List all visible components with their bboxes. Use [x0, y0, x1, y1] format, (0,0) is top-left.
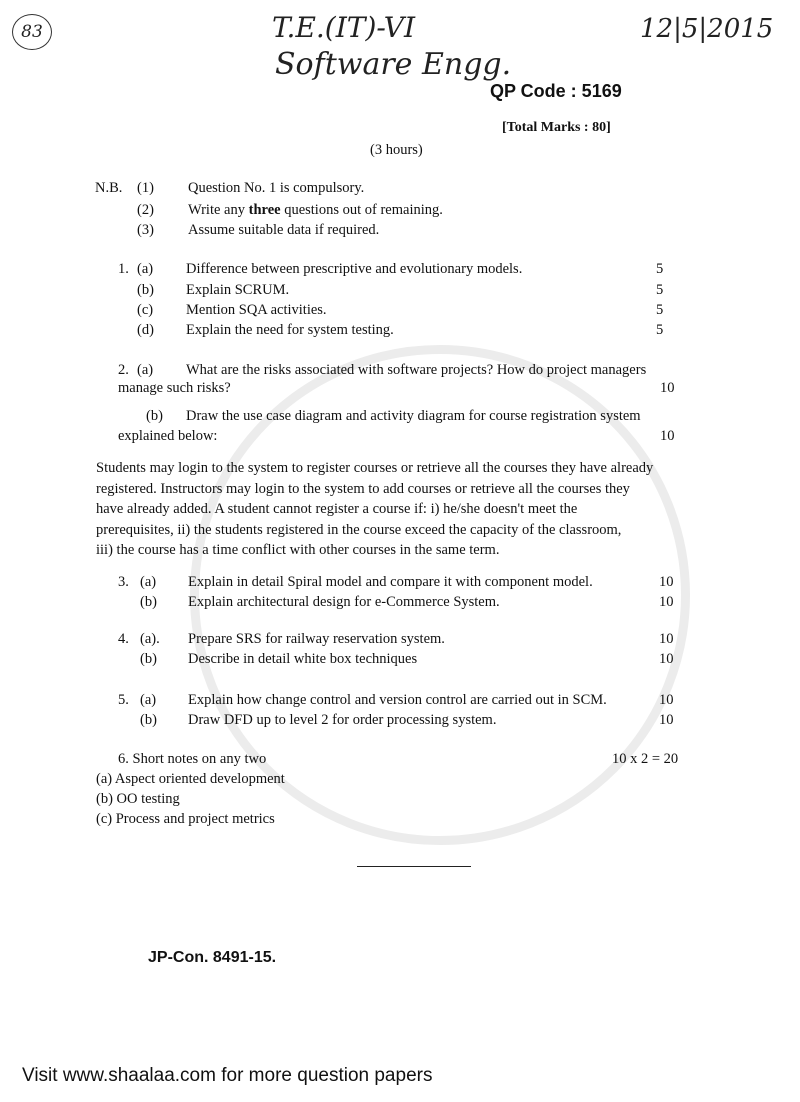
- part-label: (d): [137, 322, 154, 338]
- footer-link[interactable]: Visit www.shaalaa.com for more question papers: [22, 1065, 433, 1086]
- question-text: Draw DFD up to level 2 for order processing system.: [188, 712, 497, 728]
- part-label: (a): [140, 692, 157, 708]
- end-divider: [357, 866, 471, 867]
- paragraph-line: iii) the course has a time conflict with other courses in the same term.: [96, 542, 500, 558]
- marks: 5: [656, 282, 664, 298]
- instruction-text: Question No. 1 is compulsory.: [188, 180, 365, 196]
- question-text: What are the risks associated with software projects? How do project managers: [186, 362, 647, 378]
- question-text: Explain the need for system testing.: [186, 322, 394, 338]
- part-label: (b): [140, 594, 157, 610]
- question-text: manage such risks?: [118, 380, 231, 396]
- question-text: Draw the use case diagram and activity diagram for course registration system: [186, 408, 641, 424]
- marks: 10: [659, 651, 674, 667]
- question-number: 4.: [118, 631, 129, 647]
- qp-code: QP Code : 5169: [490, 81, 622, 101]
- marks: 5: [656, 322, 664, 338]
- question-text: Mention SQA activities.: [186, 302, 327, 318]
- circled-number: 83: [12, 14, 52, 50]
- question-text: Explain SCRUM.: [186, 282, 290, 298]
- handwritten-course: T.E.(IT)-VI: [272, 11, 416, 44]
- question-number: 5.: [118, 692, 129, 708]
- part-label: (b): [146, 408, 163, 424]
- marks: 10: [659, 631, 674, 647]
- paragraph-line: registered. Instructors may login to the system to add courses or retrieve all the courses they: [96, 481, 630, 497]
- instruction-text: Assume suitable data if required.: [188, 222, 380, 238]
- question-text: Explain architectural design for e-Commerce System.: [188, 594, 500, 610]
- question-text: 6. Short notes on any two: [118, 751, 267, 767]
- marks: 5: [656, 261, 664, 277]
- instruction-num: (2): [137, 202, 154, 218]
- marks: 5: [656, 302, 664, 318]
- marks: 10: [659, 712, 674, 728]
- paragraph-line: prerequisites, ii) the students registered in the course exceed the capacity of the classroom,: [96, 522, 622, 538]
- instruction-text: Write any three questions out of remaining.: [188, 202, 443, 218]
- marks: 10 x 2 = 20: [612, 751, 679, 767]
- paragraph-line: Students may login to the system to register courses or retrieve all the courses they have already: [96, 460, 654, 476]
- marks: 10: [660, 380, 675, 396]
- short-note-item: (b) OO testing: [96, 791, 180, 807]
- handwritten-date: 12|5|2015: [640, 14, 774, 44]
- question-text: Explain how change control and version control are carried out in SCM.: [188, 692, 607, 708]
- part-label: (b): [140, 651, 157, 667]
- total-marks: [Total Marks : 80]: [502, 120, 611, 135]
- part-label: (b): [137, 282, 154, 298]
- instruction-num: (3): [137, 222, 154, 238]
- marks: 10: [659, 594, 674, 610]
- part-label: (b): [140, 712, 157, 728]
- part-label: (a).: [140, 631, 160, 647]
- question-text: Prepare SRS for railway reservation system.: [188, 631, 445, 647]
- question-text: explained below:: [118, 428, 218, 444]
- marks: 10: [660, 428, 675, 444]
- short-note-item: (c) Process and project metrics: [96, 811, 275, 827]
- question-number: 1.: [118, 261, 129, 277]
- part-label: (a): [137, 362, 154, 378]
- part-label: (a): [137, 261, 154, 277]
- nb-label: N.B.: [95, 180, 123, 196]
- duration: (3 hours): [370, 142, 423, 158]
- question-text: Difference between prescriptive and evolutionary models.: [186, 261, 523, 277]
- marks: 10: [659, 692, 674, 708]
- part-label: (c): [137, 302, 154, 318]
- question-number: 2.: [118, 362, 129, 378]
- question-text: Describe in detail white box techniques: [188, 651, 418, 667]
- question-number: 3.: [118, 574, 129, 590]
- question-text: Explain in detail Spiral model and compare it with component model.: [188, 574, 593, 590]
- paragraph-line: have already added. A student cannot register a course if: i) he/she doesn't meet the: [96, 501, 578, 517]
- short-note-item: (a) Aspect oriented development: [96, 771, 285, 787]
- paper-code: JP-Con. 8491-15.: [148, 949, 277, 966]
- marks: 10: [659, 574, 674, 590]
- instruction-num: (1): [137, 180, 154, 196]
- handwritten-subject: Software Engg.: [275, 47, 512, 82]
- part-label: (a): [140, 574, 157, 590]
